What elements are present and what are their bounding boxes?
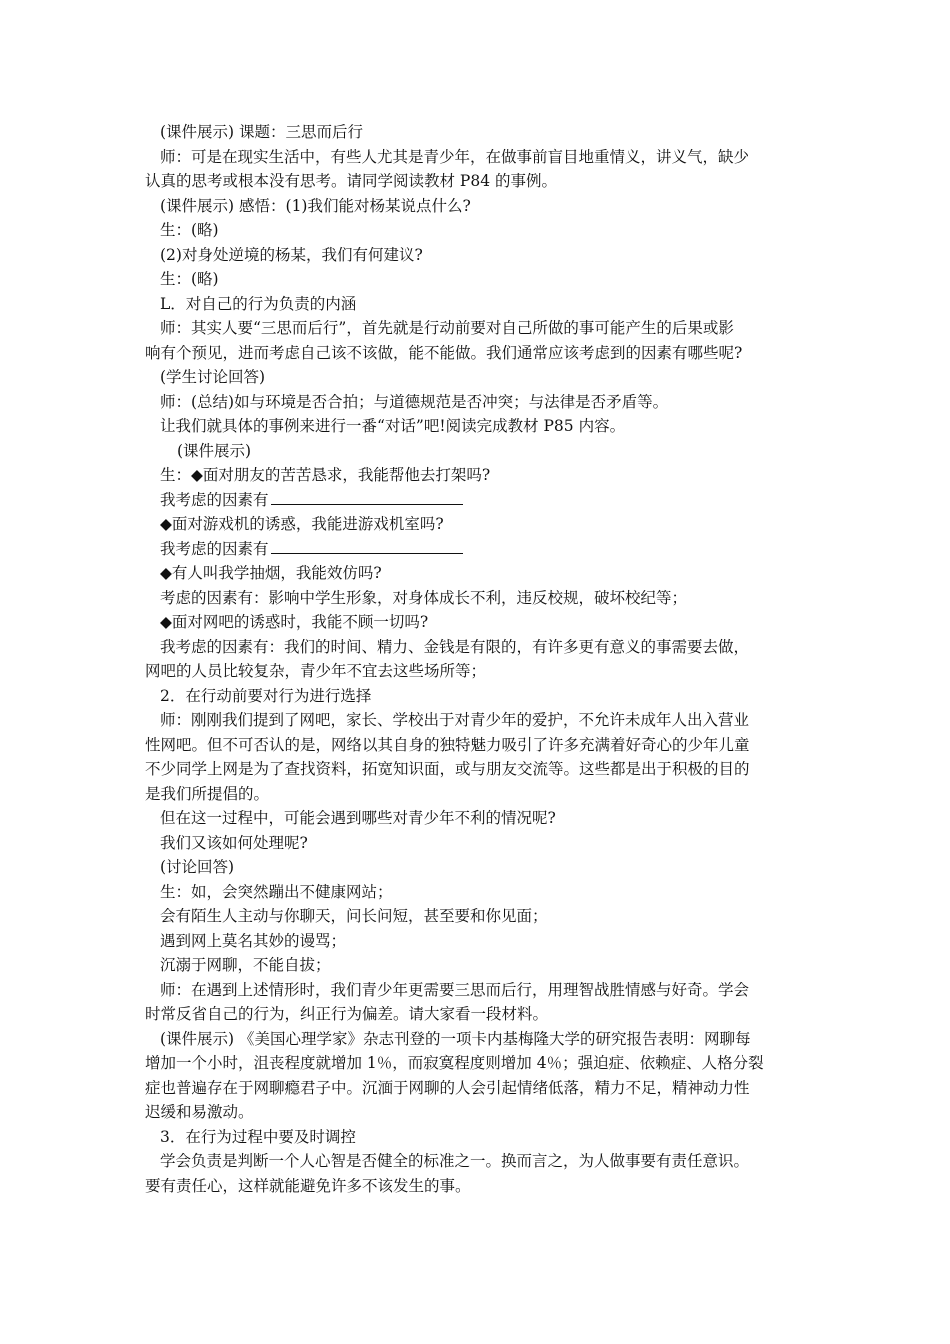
text-line: (课件展示) 《美国心理学家》杂志刊登的一项卡内基梅隆大学的研究报告表明：网聊每 (160, 1029, 751, 1048)
text-line: (讨论回答) (160, 858, 235, 876)
text-line: 迟缓和易激动。 (145, 1103, 254, 1121)
text-line: 师：在遇到上述情形时，我们青少年更需要三思而后行，用理智战胜情感与好奇。学会 (160, 980, 750, 999)
text-line: (课件展示) 感悟：(1)我们能对杨某说点什么? (160, 196, 471, 215)
text-line: ◆面对游戏机的诱惑，我能进游戏机室吗? (160, 515, 444, 533)
text-line: 生：(略) (160, 221, 219, 239)
text-line: 我考虑的因素有：我们的时间、精力、金钱是有限的，有许多更有意义的事需要去做， (160, 637, 750, 656)
text-line: 增加一个小时，沮丧程度就增加 1％，而寂寞程度则增加 4％；强迫症、依赖症、人格分裂 (145, 1054, 764, 1072)
text-line: (2)对身处逆境的杨某，我们有何建议? (160, 245, 423, 264)
text-line: 师：(总结)如与环境是否合拍；与道德规范是否冲突；与法律是否矛盾等。 (160, 392, 669, 411)
text-line: 是我们所提倡的。 (145, 784, 270, 803)
text-line: 不少同学上网是为了查找资料，拓宽知识面，或与朋友交流等。这些都是出于积极的目的 (145, 760, 750, 778)
text-line: (课件展示) (177, 441, 252, 460)
text-line: 考虑的因素有：影响中学生形象，对身体成长不利，违反校规，破坏校纪等； (160, 588, 688, 607)
document-body (145, 120, 807, 1198)
text-line: 网吧的人员比较复杂，青少年不宜去这些场所等； (145, 662, 487, 680)
text-line: 遇到网上莫名其妙的谩骂； (160, 931, 347, 950)
fill-in-line (145, 488, 807, 513)
text-line: 沉溺于网聊，不能自拔； (160, 956, 331, 974)
text-line: ◆有人叫我学抽烟，我能效仿吗? (160, 564, 382, 582)
text-line: 我考虑的因素有 (160, 539, 269, 558)
text-line: 学会负责是判断一个人心智是否健全的标准之一。换而言之，为人做事要有责任意识。 (160, 1152, 750, 1170)
text-line: 师：其实人要“三思而后行”，首先就是行动前要对自己所做的事可能产生的后果或影 (160, 319, 734, 337)
text-line: ◆面对网吧的诱惑时，我能不顾一切吗? (160, 613, 429, 631)
text-line: 症也普遍存在于网聊瘾君子中。沉湎于网聊的人会引起情绪低落，精力不足，精神动力性 (145, 1078, 750, 1097)
text-line: 师：刚刚我们提到了网吧，家长、学校出于对青少年的爱护，不允许未成年人出入营业 (160, 711, 750, 729)
fill-in-line (145, 537, 807, 562)
text-line: (学生讨论回答) (160, 368, 266, 386)
section-heading: 3．在行为过程中要及时调控 (160, 1127, 356, 1146)
text-line: 会有陌生人主动与你聊天，问长问短，甚至要和你见面； (160, 907, 548, 925)
answer-blank[interactable] (271, 490, 463, 505)
text-line: 性网吧。但不可否认的是，网络以其自身的独特魅力吸引了许多充满着好奇心的少年儿童 (145, 735, 750, 754)
text-line: 生：如，会突然蹦出不健康网站； (160, 882, 393, 901)
text-line: 认真的思考或根本没有思考。请同学阅读教材 P84 的事例。 (145, 172, 558, 190)
section-heading: 2．在行动前要对行为进行选择 (160, 686, 372, 705)
text-line: 时常反省自己的行为，纠正行为偏差。请大家看一段材料。 (145, 1005, 549, 1023)
text-line: 师：可是在现实生活中，有些人尤其是青少年，在做事前盲目地重情义，讲义气，缺少 (160, 147, 750, 166)
section-heading: L．对自己的行为负责的内涵 (160, 294, 357, 313)
text-line: 要有责任心，这样就能避免许多不该发生的事。 (145, 1176, 471, 1195)
text-line: 生：(略) (160, 270, 219, 288)
text-line: 生：◆面对朋友的苦苦恳求，我能帮他去打架吗? (160, 466, 491, 484)
text-line: 我们又该如何处理呢? (160, 833, 308, 852)
text-line: 响有个预见，进而考虑自己该不该做，能不能做。我们通常应该考虑到的因素有哪些呢? (145, 343, 743, 362)
text-line: (课件展示) 课题：三思而后行 (160, 123, 364, 141)
answer-blank[interactable] (271, 539, 463, 554)
text-line: 让我们就具体的事例来进行一番“对话”吧!阅读完成教材 P85 内容。 (160, 417, 626, 435)
text-line: 我考虑的因素有 (160, 490, 269, 509)
text-line: 但在这一过程中，可能会遇到哪些对青少年不利的情况呢? (160, 809, 556, 827)
